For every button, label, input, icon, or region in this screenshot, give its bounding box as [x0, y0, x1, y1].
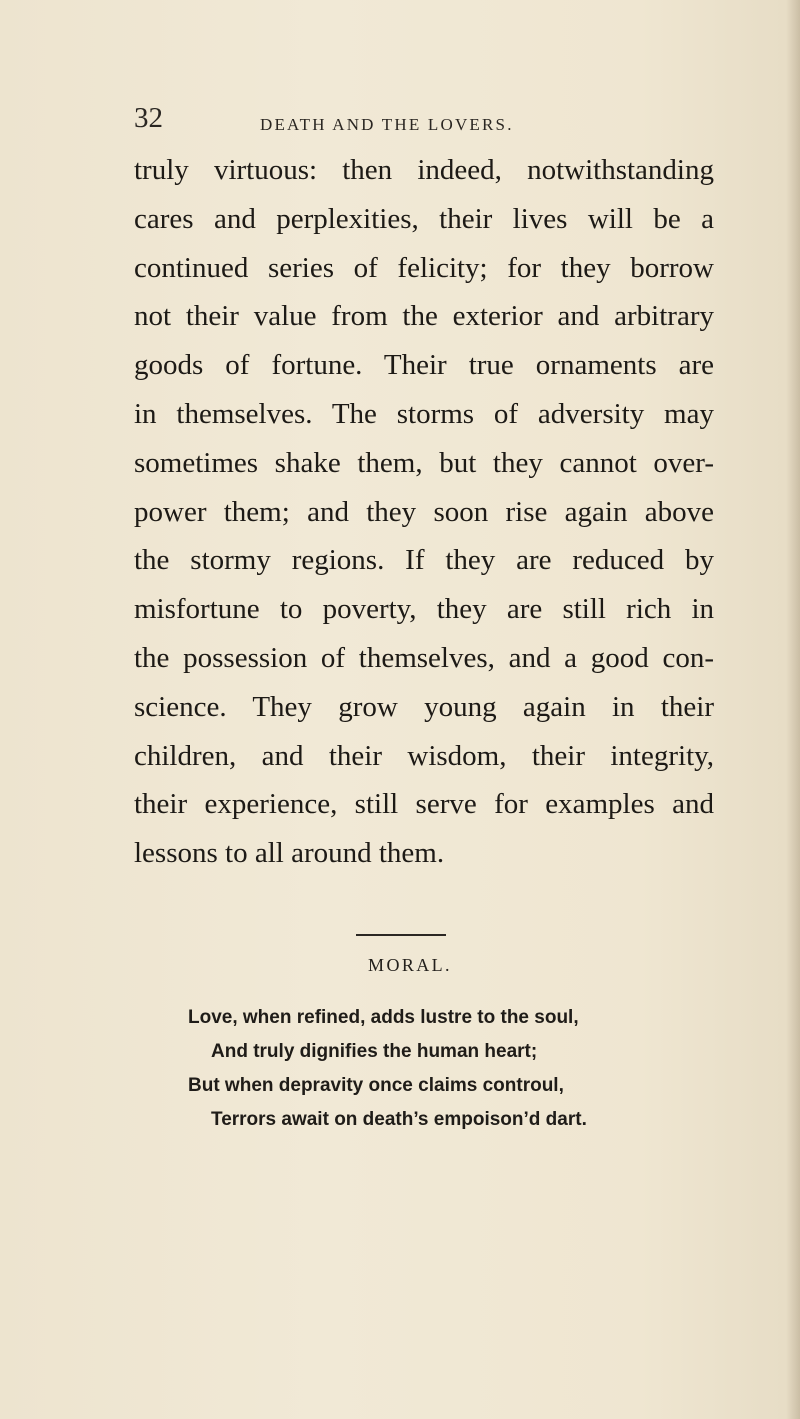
section-divider	[356, 934, 446, 936]
text-line: misfortune to poverty, they are still rich in	[134, 593, 714, 626]
text-line: goods of fortune. Their true ornaments are	[134, 349, 714, 382]
page-number: 32	[134, 102, 163, 134]
text-line: their experience, still serve for examples and	[134, 788, 714, 821]
text-line: not their value from the exterior and arbitrary	[134, 300, 714, 333]
text-line: children, and their wisdom, their integrity,	[134, 739, 714, 772]
page-header	[0, 102, 800, 142]
text-line: the stormy regions. If they are reduced by	[134, 544, 714, 577]
text-line: power them; and they soon rise again above	[134, 495, 714, 528]
text-line: in themselves. The storms of adversity may	[134, 397, 714, 430]
page-edge-shadow	[786, 0, 800, 1419]
verse-line: Terrors await on death’s empoison’d dart.	[211, 1109, 587, 1130]
body-paragraph	[134, 146, 714, 878]
text-line: lessons to all around them.	[134, 837, 445, 870]
text-line: continued series of felicity; for they borrow	[134, 251, 714, 284]
verse-line: And truly dignifies the human heart;	[211, 1041, 538, 1062]
text-line: the possession of themselves, and a good con-	[134, 641, 714, 674]
text-line: sometimes shake them, but they cannot over-	[134, 446, 714, 479]
text-line: cares and perplexities, their lives will be a	[134, 202, 714, 235]
verse-line: Love, when refined, adds lustre to the soul,	[188, 1007, 579, 1028]
text-line: truly virtuous: then indeed, notwithstanding	[134, 154, 714, 186]
moral-heading: MORAL.	[368, 955, 452, 975]
running-head: DEATH AND THE LOVERS.	[260, 115, 514, 134]
text-line: science. They grow young again in their	[134, 690, 714, 723]
verse-line: But when depravity once claims controul,	[188, 1075, 564, 1096]
